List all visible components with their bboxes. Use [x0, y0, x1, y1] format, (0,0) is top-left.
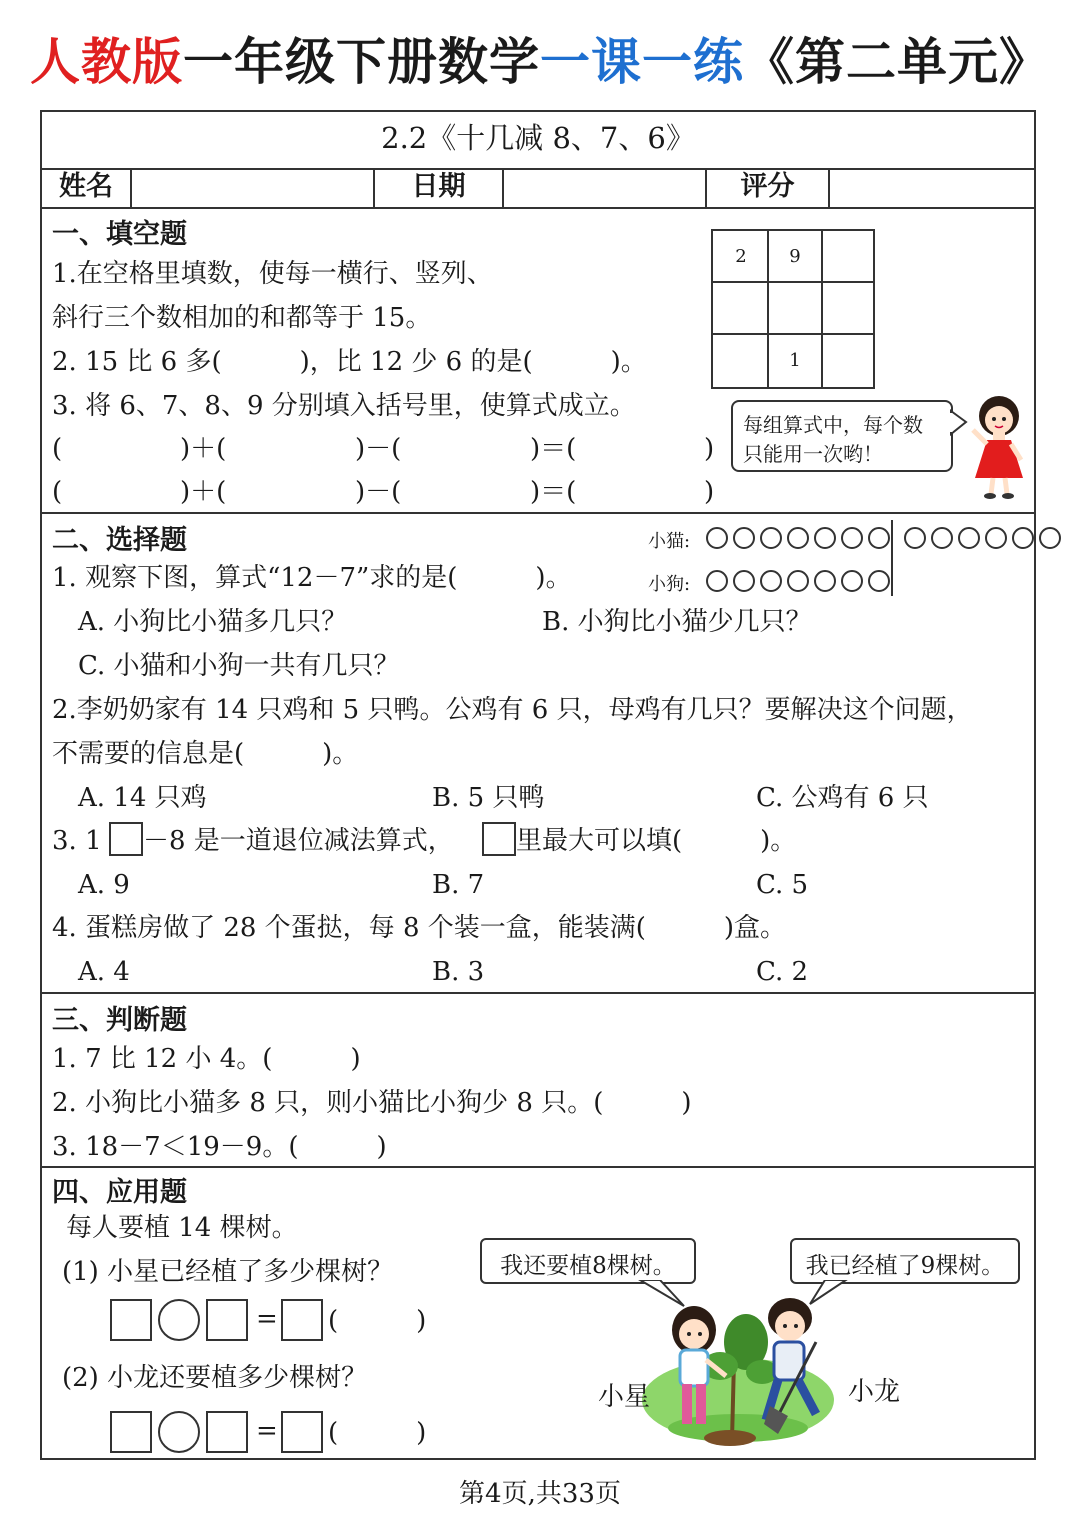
dog-circle — [733, 570, 755, 592]
page-footer: 第4页,共33页 — [459, 1479, 621, 1509]
dog-circle — [787, 570, 809, 592]
dog-label: 小狗: — [648, 574, 691, 595]
s1-q2: 2. 15 比 6 多( )，比 12 少 6 的是( )。 — [52, 347, 647, 377]
s2-q2-option-a[interactable]: A. 14 只鸡 — [78, 783, 207, 813]
grid-cell[interactable] — [823, 335, 875, 387]
hint-line-1: 每组算式中，每个数 — [743, 413, 923, 437]
dog-circle — [868, 570, 890, 592]
s2-q1: 1. 观察下图，算式“12－7”求的是( )。 — [52, 563, 572, 593]
s3-q1: 1. 7 比 12 小 4。( ) — [52, 1044, 361, 1074]
equals-paren: )＝( — [530, 477, 577, 507]
name-xiaolong: 小龙 — [848, 1377, 901, 1407]
score-field[interactable] — [832, 171, 1032, 205]
s4-q1: (1) 小星已经植了多少棵树？ — [62, 1257, 394, 1287]
section-3-heading: 三、判断题 — [52, 1005, 187, 1036]
s2-q4: 4. 蛋糕房做了 28 个蛋挞，每 8 个装一盒，能装满( )盒。 — [52, 913, 787, 943]
s2-q3-suffix: 里最大可以填( )。 — [516, 826, 797, 856]
cat-circles — [706, 527, 1066, 549]
grid-cell[interactable]: 1 — [789, 350, 801, 371]
cat-circle — [958, 527, 980, 549]
date-field[interactable] — [506, 171, 702, 205]
grid-cell[interactable] — [823, 283, 875, 335]
s2-q2-line2: 不需要的信息是( )。 — [52, 739, 359, 769]
speech-bubble-left — [480, 1238, 696, 1284]
digit-box[interactable] — [482, 822, 516, 856]
girl-illustration-icon — [965, 390, 1031, 502]
paren: ) — [704, 477, 715, 507]
s2-q2-option-c[interactable]: C. 公鸡有 6 只 — [756, 783, 929, 813]
s1-q1-line1: 1.在空格里填数，使每一横行、竖列、 — [52, 259, 493, 289]
answer-box[interactable] — [110, 1299, 152, 1341]
title-part-3: 一课一练 — [540, 33, 744, 91]
grid-cell[interactable] — [715, 283, 767, 335]
name-label: 姓名 — [59, 171, 113, 202]
section-4-heading: 四、应用题 — [52, 1177, 187, 1208]
paren: ( — [52, 434, 63, 464]
s2-q1-option-b[interactable]: B. 小狗比小猫少几只？ — [542, 607, 812, 637]
page-title — [0, 22, 1080, 94]
hint-bubble — [731, 400, 953, 472]
grid-cell[interactable] — [823, 231, 875, 283]
cat-circle — [841, 527, 863, 549]
title-part-1: 人教版 — [30, 33, 183, 91]
compare-divider — [891, 520, 893, 596]
dog-circle — [841, 570, 863, 592]
cat-circle — [787, 527, 809, 549]
plus-paren: )＋( — [180, 477, 227, 507]
cat-circle — [760, 527, 782, 549]
cat-circle — [1012, 527, 1034, 549]
equals-sign: = — [256, 1416, 278, 1446]
cat-circle — [733, 527, 755, 549]
s2-q3-prefix: 3. 1 — [52, 826, 102, 856]
cat-circle — [985, 527, 1007, 549]
answer-box[interactable] — [206, 1299, 248, 1341]
s2-q4-option-c[interactable]: C. 2 — [756, 957, 809, 987]
dog-circle — [760, 570, 782, 592]
cat-circle — [868, 527, 890, 549]
section-2-heading: 二、选择题 — [52, 525, 187, 556]
minus-paren: )－( — [355, 477, 402, 507]
answer-box[interactable] — [110, 1411, 152, 1453]
score-label: 评分 — [740, 171, 795, 202]
s4-q2: (2) 小龙还要植多少棵树？ — [62, 1363, 368, 1393]
operator-circle[interactable] — [158, 1411, 200, 1453]
dog-circle — [706, 570, 728, 592]
minus-paren: )－( — [355, 434, 402, 464]
grid-cell[interactable]: 9 — [789, 246, 801, 267]
s3-q2: 2. 小狗比小猫多 8 只，则小猫比小狗少 8 只。( ) — [52, 1088, 692, 1118]
s2-q3-option-b[interactable]: B. 7 — [432, 870, 485, 900]
lesson-title: 2.2《十几减 8、7、6》 — [381, 121, 695, 155]
digit-box[interactable] — [109, 822, 143, 856]
dog-circle — [814, 570, 836, 592]
grid-cell[interactable] — [715, 335, 767, 387]
s2-q3-middle: －8 是一道退位减法算式， — [143, 826, 454, 856]
speech-bubble-right — [790, 1238, 1020, 1284]
s4-intro: 每人要植 14 棵树。 — [66, 1213, 298, 1243]
name-field[interactable] — [134, 171, 370, 205]
paren: ) — [704, 434, 715, 464]
plus-paren: )＋( — [180, 434, 227, 464]
magic-square-grid — [711, 229, 875, 389]
operator-circle[interactable] — [158, 1299, 200, 1341]
s2-q3-option-c[interactable]: C. 5 — [756, 870, 809, 900]
title-part-2: 一年级下册数学 — [183, 33, 540, 91]
answer-box[interactable] — [281, 1411, 323, 1453]
name-xiaoxing: 小星 — [598, 1382, 651, 1412]
answer-box[interactable] — [281, 1299, 323, 1341]
speech-text-left: 我还要植8棵树。 — [500, 1253, 676, 1279]
hint-line-2: 只能用一次哟！ — [743, 442, 883, 466]
s2-q2-line1: 2.李奶奶家有 14 只鸡和 5 只鸭。公鸡有 6 只，母鸡有几只？要解决这个问题， — [52, 695, 973, 725]
s2-q4-option-a[interactable]: A. 4 — [78, 957, 130, 987]
speech-text-right: 我已经植了9棵树。 — [805, 1253, 1005, 1279]
s3-q3: 3. 18－7＜19－9。( ) — [52, 1132, 387, 1162]
paren: ( — [52, 477, 63, 507]
dog-circles — [706, 570, 895, 592]
title-part-4: 《第二单元》 — [744, 33, 1050, 91]
date-label: 日期 — [411, 171, 466, 202]
s1-q3: 3. 将 6、7、8、9 分别填入括号里，使算式成立。 — [52, 391, 636, 421]
equals-sign: = — [256, 1304, 278, 1334]
cat-circle — [904, 527, 926, 549]
answer-box[interactable] — [206, 1411, 248, 1453]
cat-circle — [706, 527, 728, 549]
tree-planting-illustration-icon — [620, 1280, 860, 1452]
s2-q1-option-c[interactable]: C. 小猫和小狗一共有几只？ — [78, 651, 400, 681]
s2-q1-option-a[interactable]: A. 小狗比小猫多几只？ — [78, 607, 348, 637]
section-1-heading: 一、填空题 — [52, 219, 187, 250]
cat-circle — [814, 527, 836, 549]
grid-cell[interactable]: 2 — [735, 246, 747, 267]
unit-paren: ( ) — [328, 1418, 427, 1448]
s1-q1-line2: 斜行三个数相加的和都等于 15。 — [52, 303, 432, 333]
cat-circle — [931, 527, 953, 549]
s2-q4-option-b[interactable]: B. 3 — [432, 957, 485, 987]
unit-paren: ( ) — [328, 1306, 427, 1336]
cat-label: 小猫: — [648, 531, 691, 552]
grid-cell[interactable] — [769, 283, 821, 335]
equals-paren: )＝( — [530, 434, 577, 464]
s2-q2-option-b[interactable]: B. 5 只鸭 — [432, 783, 545, 813]
cat-circle — [1039, 527, 1061, 549]
s2-q3-option-a[interactable]: A. 9 — [78, 870, 130, 900]
